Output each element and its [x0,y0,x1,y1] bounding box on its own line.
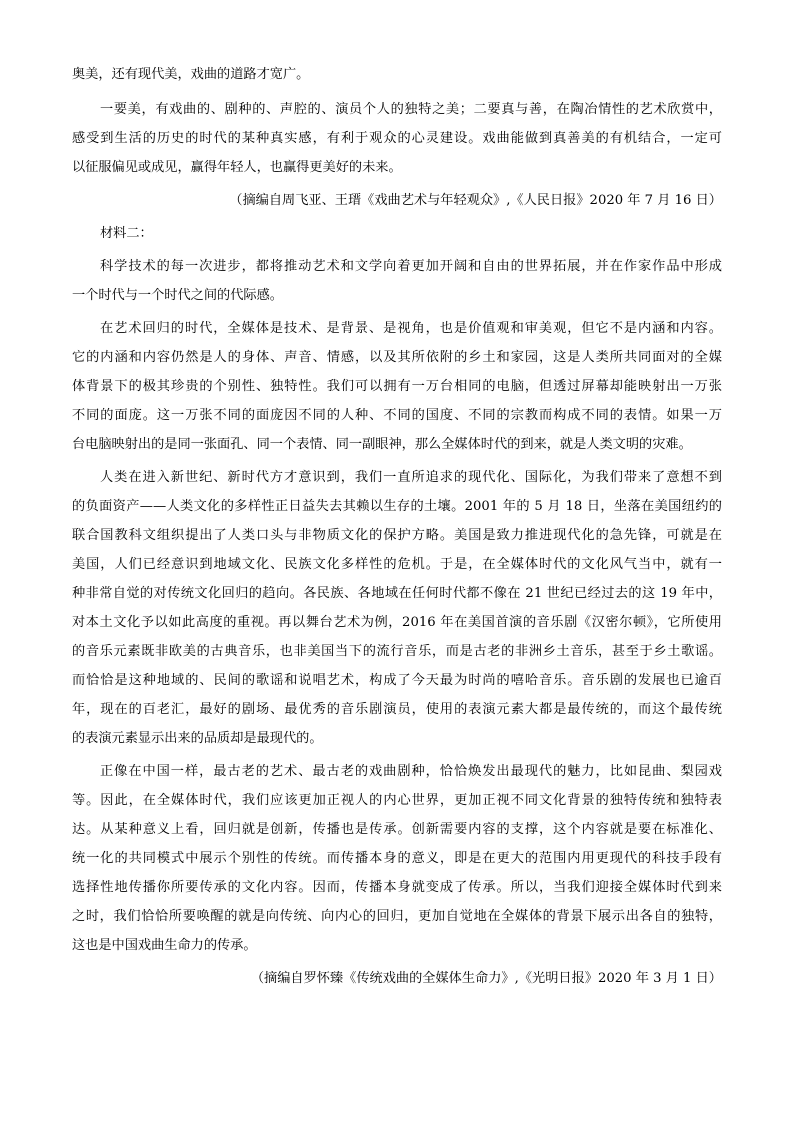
text-line: 而恰恰是这种地域的、民间的歌谣和说唱艺术，构成了今天最为时尚的嘻哈音乐。音乐剧的发展也已逾百 [72,673,722,688]
text-line: 年，现在的百老汇，最好的剧场、最优秀的音乐剧演员，使用的表演元素大都是最传统的，而这个最传统 [72,702,722,717]
text-line: 它的内涵和内容仍然是人的身体、声音、情感，以及其所依附的乡土和家园，这是人类所共同面对的全媒 [72,350,722,365]
text-line: 一个时代与一个时代之间的代际感。 [72,288,283,303]
text-line: 统一化的共同模式中展示个别性的传统。而传播本身的意义，即是在更大的范围内用更现代的科技手段有 [72,851,722,866]
text-line: 的负面资产——人类文化的多样性正日益失去其赖以生存的土壤。2001 年的 5 月 18 日，坐落在美国纽约的 [72,499,722,514]
paragraph-first-line: 一要美，有戏曲的、剧种的、声腔的、演员个人的独特之美；二要真与善，在陶冶情性的艺术欣赏中， [100,102,722,117]
text-line: 种非常自觉的对传统文化回归的趋向。各民族、各地域在任何时代都不像在 21 世纪已经过去的这 19 年中， [72,586,722,601]
text-line: 不同的面庞。这一万张不同的面庞因不同的人种、不同的国度、不同的宗教而构成不同的表情。如果一万 [72,408,722,423]
text-line: 美国，人们已经意识到地域文化、民族文化多样性的危机。于是，在全媒体时代的文化风气当中，就有一 [72,557,722,572]
paragraph-first-line: 在艺术回归的时代，全媒体是技术、是背景、是视角，也是价值观和审美观，但它不是内涵和内容。 [100,321,722,336]
citation-material-one: （摘编自周飞亚、王瑨《戏曲艺术与年轻观众》,《人民日报》2020 年 7 月 16 日） [229,193,722,208]
text-line: 感受到生活的历史的时代的某种真实感，有利于观众的心灵建设。戏曲能做到真善美的有机结合，一定可 [72,131,722,146]
text-line: 等。因此，在全媒体时代，我们应该更加正视人的内心世界，更加正视不同文化背景的独特传统和独特表 [72,793,722,808]
paragraph-first-line: 正像在中国一样，最古老的艺术、最古老的戏曲剧种，恰恰焕发出最现代的魅力，比如昆曲、梨园戏 [100,764,722,779]
text-line: 体背景下的极其珍贵的个别性、独特性。我们可以拥有一万台相同的电脑，但透过屏幕却能映射出一万张 [72,379,722,394]
text-line: 以征服偏见或成见，赢得年轻人，也赢得更美好的未来。 [72,160,402,175]
text-line: 的表演元素显示出来的品质却是最现代的。 [72,731,323,746]
paragraph-first-line: 科学技术的每一次进步，都将推动艺术和文学向着更加开阔和自由的世界拓展，并在作家作品中形成 [100,259,722,274]
text-line: 对本土文化予以如此高度的重视。再以舞台艺术为例，2016 年在美国首演的音乐剧《汉密尔顿》，它所使用 [72,615,722,630]
text-line: 的音乐元素既非欧美的古典音乐，也非美国当下的流行音乐，而是古老的非洲乡土音乐，甚至于乡土歌谣。 [72,644,722,659]
text-line: 奥美，还有现代美，戏曲的道路才宽广。 [72,67,310,82]
paragraph-first-line: 人类在进入新世纪、新时代方才意识到，我们一直所追求的现代化、国际化，为我们带来了意想不到 [100,470,722,485]
text-line: 之时，我们恰恰所要唤醒的就是向传统、向内心的回归，更加自觉地在全媒体的背景下展示出各自的独特， [72,909,722,924]
text-line: 达。从某种意义上看，回归就是创新，传播也是传承。创新需要内容的支撑，这个内容就是要在标准化、 [72,822,722,837]
text-line: 联合国教科文组织提出了人类口头与非物质文化的保护方略。美国是致力推进现代化的急先锋，可就是在 [72,528,722,543]
section-heading: 材料二： [100,226,153,241]
citation-material-two: （摘编自罗怀臻《传统戏曲的全媒体生命力》,《光明日报》2020 年 3 月 1 日） [250,971,722,986]
text-line: 选择性地传播你所要传承的文化内容。因而，传播本身就变成了传承。所以，当我们迎接全媒体时代到来 [72,880,722,895]
text-line: 这也是中国戏曲生命力的传承。 [72,938,257,953]
text-line: 台电脑映射出的是同一张面孔、同一个表情、同一副眼神，那么全媒体时代的到来，就是人类文明的灾难。 [72,437,692,452]
